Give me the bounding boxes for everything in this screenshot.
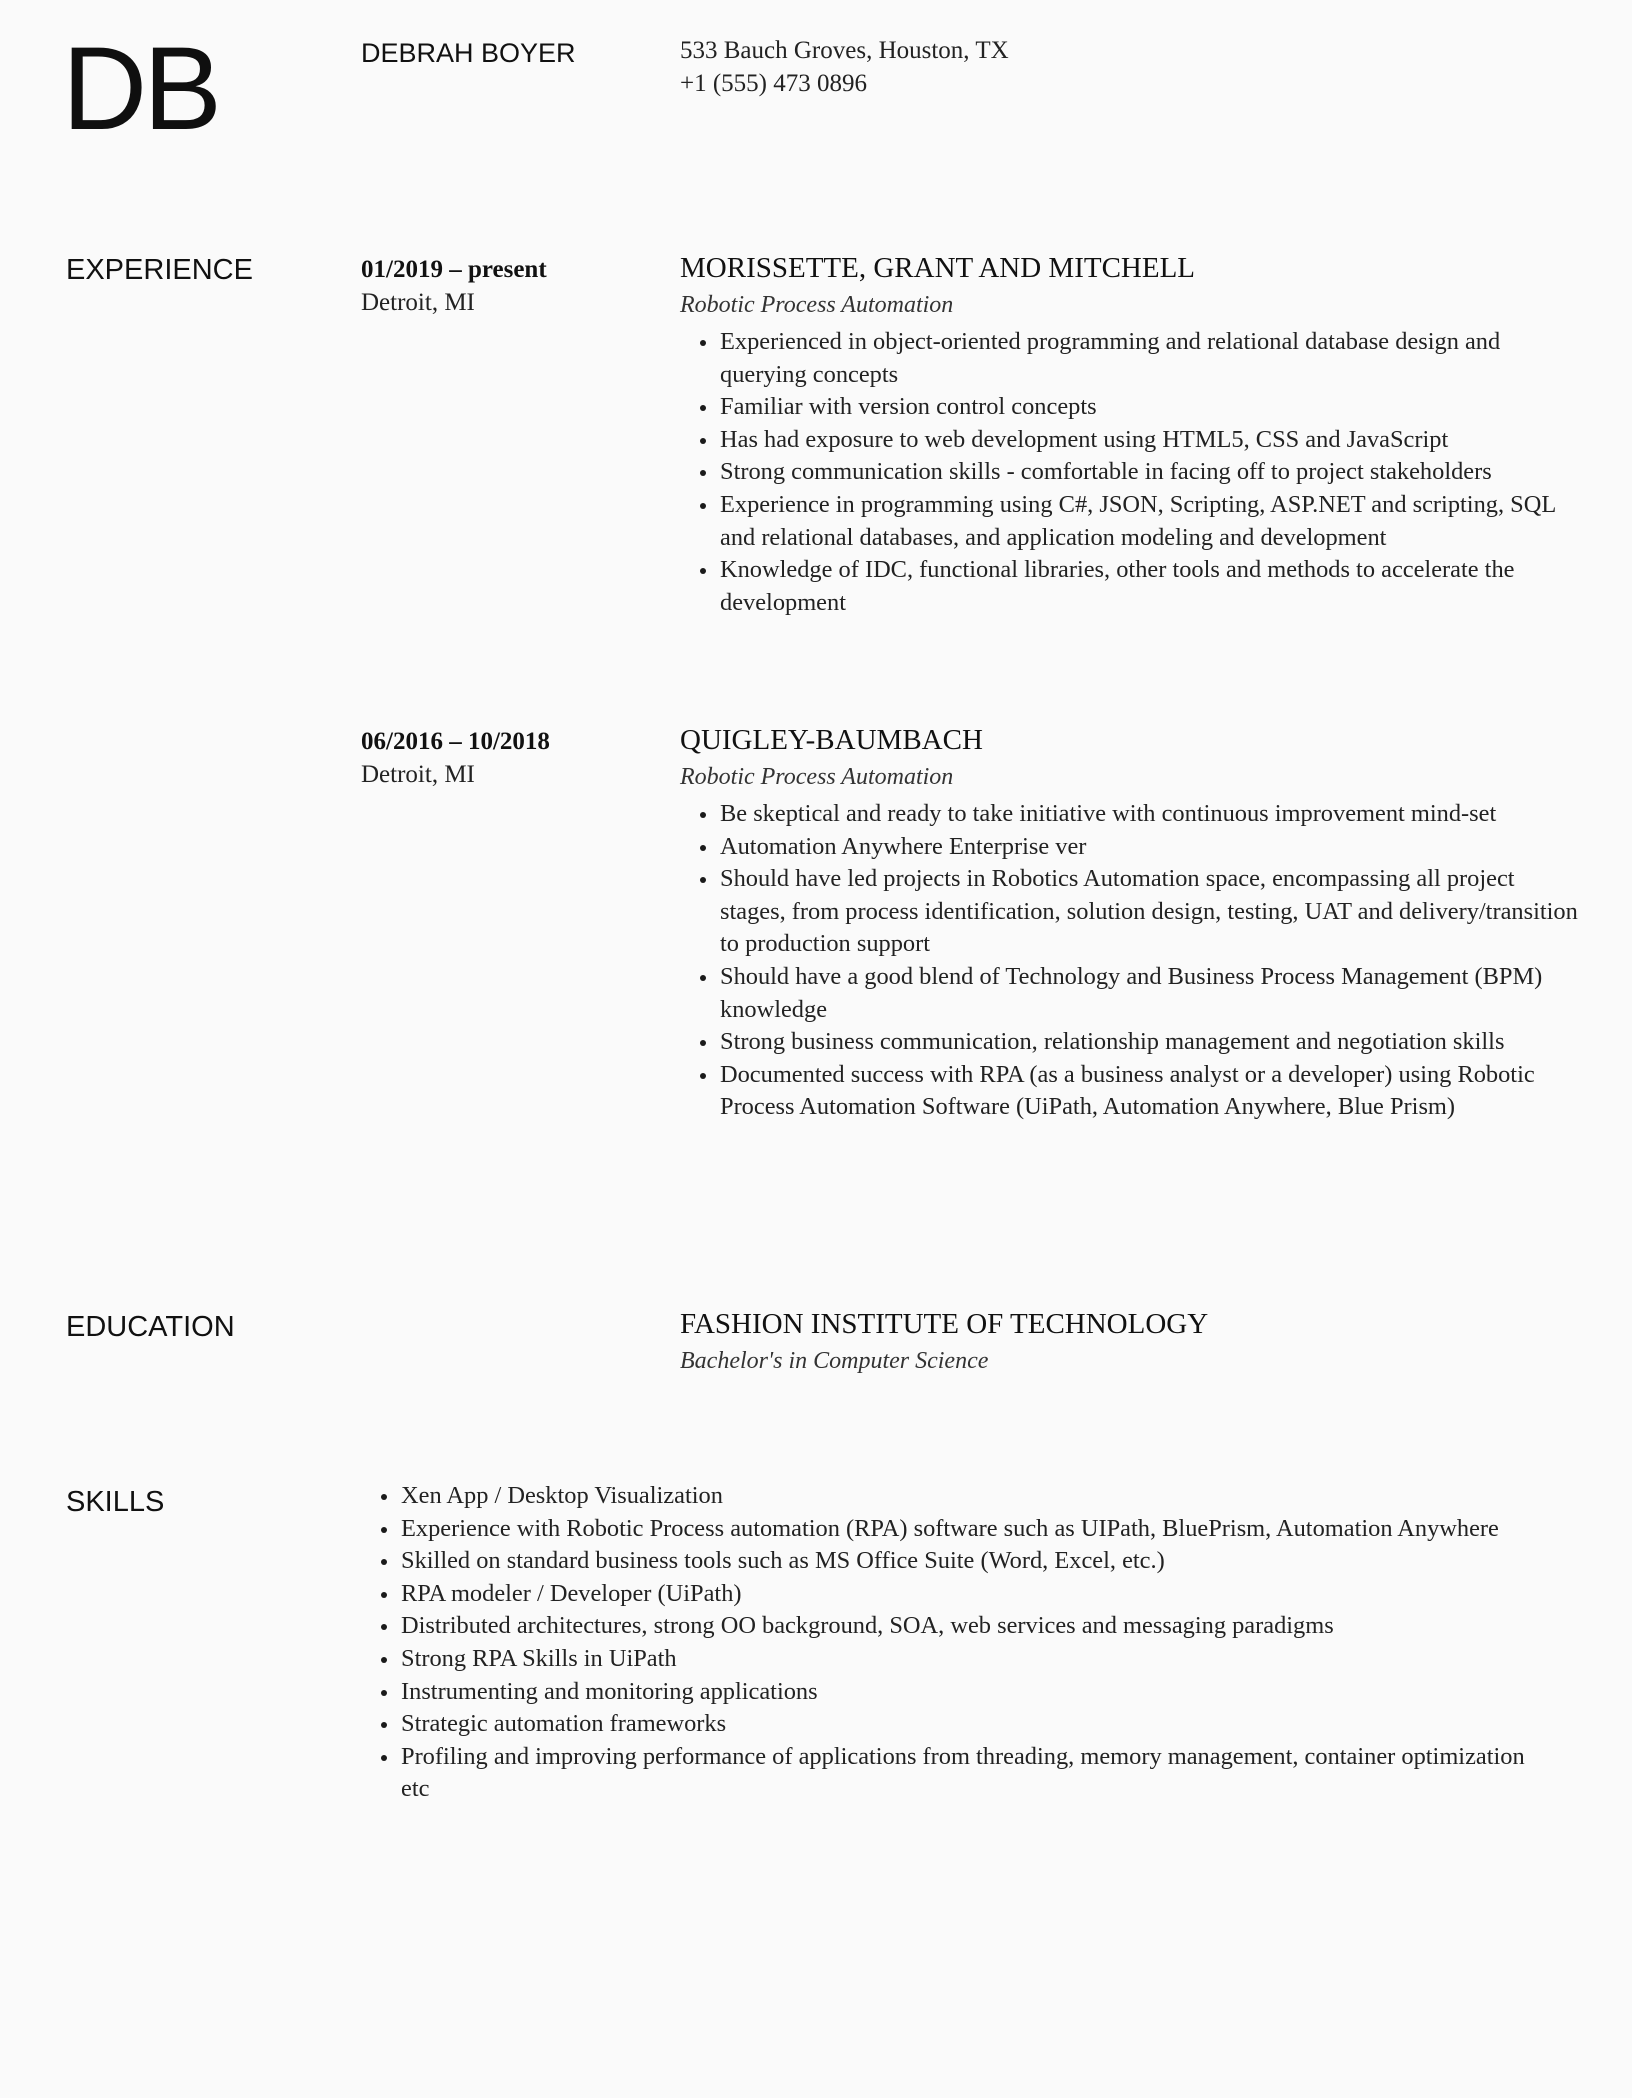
list-item: Should have led projects in Robotics Automation space, encompassing all project stages, from process identification, solution design, testing, UAT and delivery/transition to production support xyxy=(680,863,1580,961)
job-2-location: Detroit, MI xyxy=(361,761,475,788)
list-item: Strong communication skills - comfortable in facing off to project stakeholders xyxy=(680,456,1580,489)
list-item: Experience with Robotic Process automation (RPA) software such as UIPath, BluePrism, Automation Anywhere xyxy=(361,1513,1541,1546)
job-2-company: QUIGLEY-BAUMBACH xyxy=(680,724,983,756)
list-item: Distributed architectures, strong OO background, SOA, web services and messaging paradigms xyxy=(361,1610,1541,1643)
list-item: Has had exposure to web development using HTML5, CSS and JavaScript xyxy=(680,424,1580,457)
list-item: Automation Anywhere Enterprise ver xyxy=(680,831,1580,864)
experience-heading: EXPERIENCE xyxy=(66,254,253,286)
list-item: Experience in programming using C#, JSON, Scripting, ASP.NET and scripting, SQL and relational databases, and application modeling and development xyxy=(680,489,1580,554)
list-item: Strategic automation frameworks xyxy=(361,1708,1541,1741)
skills-list xyxy=(361,1480,1541,1806)
list-item: Experienced in object-oriented programming and relational database design and querying concepts xyxy=(680,326,1580,391)
education-entry xyxy=(680,1306,1580,1382)
list-item: Xen App / Desktop Visualization xyxy=(361,1480,1541,1513)
list-item: Familiar with version control concepts xyxy=(680,391,1580,424)
job-2-bullets xyxy=(680,798,1580,1124)
job-1-bullets xyxy=(680,326,1580,619)
address: 533 Bauch Groves, Houston, TX xyxy=(680,37,1009,64)
job-1-meta xyxy=(361,253,547,319)
job-1-company: MORISSETTE, GRANT AND MITCHELL xyxy=(680,252,1196,284)
skills-list-container xyxy=(361,1480,1541,1806)
job-2-dates: 06/2016 – 10/2018 xyxy=(361,728,550,755)
candidate-name: DEBRAH BOYER xyxy=(361,38,576,68)
list-item: Should have a good blend of Technology and Business Process Management (BPM) knowledge xyxy=(680,961,1580,1026)
monogram: DB xyxy=(62,23,218,155)
list-item: Strong RPA Skills in UiPath xyxy=(361,1643,1541,1676)
list-item: Instrumenting and monitoring applications xyxy=(361,1676,1541,1709)
list-item: RPA modeler / Developer (UiPath) xyxy=(361,1578,1541,1611)
list-item: Profiling and improving performance of applications from threading, memory management, container optimization etc xyxy=(361,1741,1541,1806)
list-item: Skilled on standard business tools such as MS Office Suite (Word, Excel, etc.) xyxy=(361,1545,1541,1578)
skills-heading: SKILLS xyxy=(66,1486,165,1518)
job-1-title: Robotic Process Automation xyxy=(680,292,954,318)
phone: +1 (555) 473 0896 xyxy=(680,70,867,97)
job-1-entry xyxy=(680,250,1580,619)
list-item: Be skeptical and ready to take initiative with continuous improvement mind-set xyxy=(680,798,1580,831)
job-2-title: Robotic Process Automation xyxy=(680,764,954,790)
job-2-entry xyxy=(680,722,1580,1124)
list-item: Documented success with RPA (as a business analyst or a developer) using Robotic Process Automation Software (UiPath, Automation Anywhere, Blue Prism) xyxy=(680,1059,1580,1124)
degree: Bachelor's in Computer Science xyxy=(680,1348,989,1374)
list-item: Strong business communication, relationship management and negotiation skills xyxy=(680,1026,1580,1059)
school-name: FASHION INSTITUTE OF TECHNOLOGY xyxy=(680,1308,1209,1340)
job-1-location: Detroit, MI xyxy=(361,289,475,316)
contact-block xyxy=(680,34,1009,100)
education-heading: EDUCATION xyxy=(66,1311,235,1343)
list-item: Knowledge of IDC, functional libraries, other tools and methods to accelerate the development xyxy=(680,554,1580,619)
job-2-meta xyxy=(361,725,550,791)
job-1-dates: 01/2019 – present xyxy=(361,256,547,283)
